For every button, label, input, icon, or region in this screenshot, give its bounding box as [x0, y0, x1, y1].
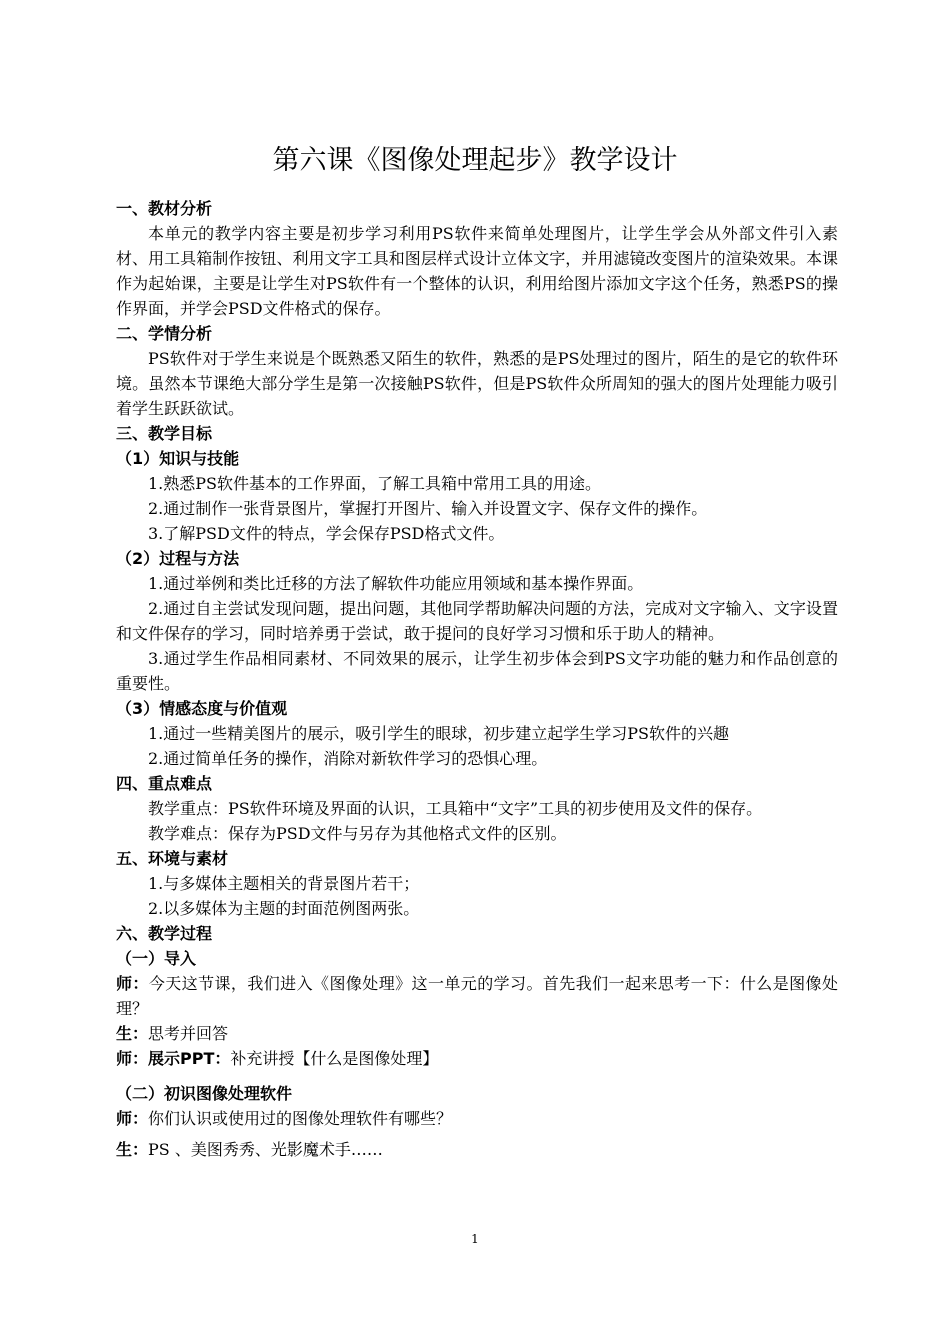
dialogue-line — [116, 1021, 838, 1046]
document-body — [116, 196, 838, 1162]
dialogue-line — [116, 1046, 838, 1071]
list-item: 3.通过学生作品相同素材、不同效果的展示，让学生初步体会到PS文字功能的魅力和作品创意的重要性。 — [116, 649, 838, 693]
list-item: 2.通过简单任务的操作，消除对新软件学习的恐惧心理。 — [148, 749, 548, 768]
dialogue-text: 补充讲授【什么是图像处理】 — [230, 1049, 439, 1068]
subsection-heading: （1）知识与技能 — [116, 449, 240, 468]
section-heading: 三、教学目标 — [116, 424, 213, 443]
speaker-label: 师： — [116, 1109, 149, 1128]
section-heading: 六、教学过程 — [116, 924, 213, 943]
speaker-label: 师： — [116, 974, 149, 993]
list-item: 2.通过自主尝试发现问题，提出问题，其他同学帮助解决问题的方法，完成对文字输入、文字设置和文件保存的学习，同时培养勇于尝试，敢于提问的良好学习习惯和乐于助人的精神。 — [116, 599, 838, 643]
dialogue-line — [116, 971, 838, 1021]
speaker-label: 师：展示PPT： — [116, 1049, 231, 1068]
paragraph: 教学难点：保存为PSD文件与另存为其他格式文件的区别。 — [148, 824, 567, 843]
dialogue-text: PS 、美图秀秀、光影魔术手…… — [148, 1140, 383, 1159]
subsection-heading: （3）情感态度与价值观 — [116, 699, 288, 718]
section-heading: 二、学情分析 — [116, 324, 213, 343]
speaker-label: 生： — [116, 1140, 149, 1159]
document-title: 第六课《图像处理起步》教学设计 — [272, 145, 678, 176]
list-item: 1.通过举例和类比迁移的方法了解软件功能应用领域和基本操作界面。 — [148, 574, 644, 593]
section-heading: 一、教材分析 — [116, 199, 213, 218]
paragraph: PS软件对于学生来说是个既熟悉又陌生的软件，熟悉的是PS处理过的图片，陌生的是它的软件环境。虽然本节课绝大部分学生是第一次接触PS软件，但是PS软件众所周知的强大的图片处理能力吸引着学生跃跃欲试。 — [116, 349, 838, 418]
subsection-heading: （二）初识图像处理软件 — [116, 1084, 293, 1103]
subsection-heading: （2）过程与方法 — [116, 549, 240, 568]
dialogue-text: 今天这节课，我们进入《图像处理》这一单元的学习。首先我们一起来思考一下：什么是图像处理？ — [116, 974, 838, 1018]
paragraph: 本单元的教学内容主要是初步学习利用PS软件来简单处理图片，让学生学会从外部文件引入素材、用工具箱制作按钮、利用文字工具和图层样式设计立体文字，并用滤镜改变图片的渲染效果。本课作为起始课，主要是让学生对PS软件有一个整体的认识，利用给图片添加文字这个任务，熟悉PS的操作界面，并学会PSD文件格式的保存。 — [116, 224, 838, 318]
dialogue-line — [116, 1106, 838, 1131]
list-item: 1.熟悉PS软件基本的工作界面，了解工具箱中常用工具的用途。 — [148, 474, 601, 493]
dialogue-text: 思考并回答 — [148, 1024, 229, 1043]
paragraph: 教学重点：PS软件环境及界面的认识，工具箱中“文字”工具的初步使用及文件的保存。 — [148, 799, 763, 818]
section-heading: 五、环境与素材 — [116, 849, 229, 868]
dialogue-text: 你们认识或使用过的图像处理软件有哪些？ — [148, 1109, 453, 1128]
section-heading: 四、重点难点 — [116, 774, 213, 793]
list-item: 2.以多媒体为主题的封面范例图两张。 — [148, 899, 420, 918]
list-item: 1.与多媒体主题相关的背景图片若干； — [148, 874, 420, 893]
list-item: 3.了解PSD文件的特点，学会保存PSD格式文件。 — [148, 524, 505, 543]
subsection-heading: （一）导入 — [116, 949, 197, 968]
speaker-label: 生： — [116, 1024, 149, 1043]
page-number: 1 — [471, 1232, 479, 1246]
dialogue-line — [116, 1137, 838, 1162]
list-item: 1.通过一些精美图片的展示，吸引学生的眼球，初步建立起学生学习PS软件的兴趣 — [148, 724, 729, 743]
list-item: 2.通过制作一张背景图片，掌握打开图片、输入并设置文字、保存文件的操作。 — [148, 499, 708, 518]
